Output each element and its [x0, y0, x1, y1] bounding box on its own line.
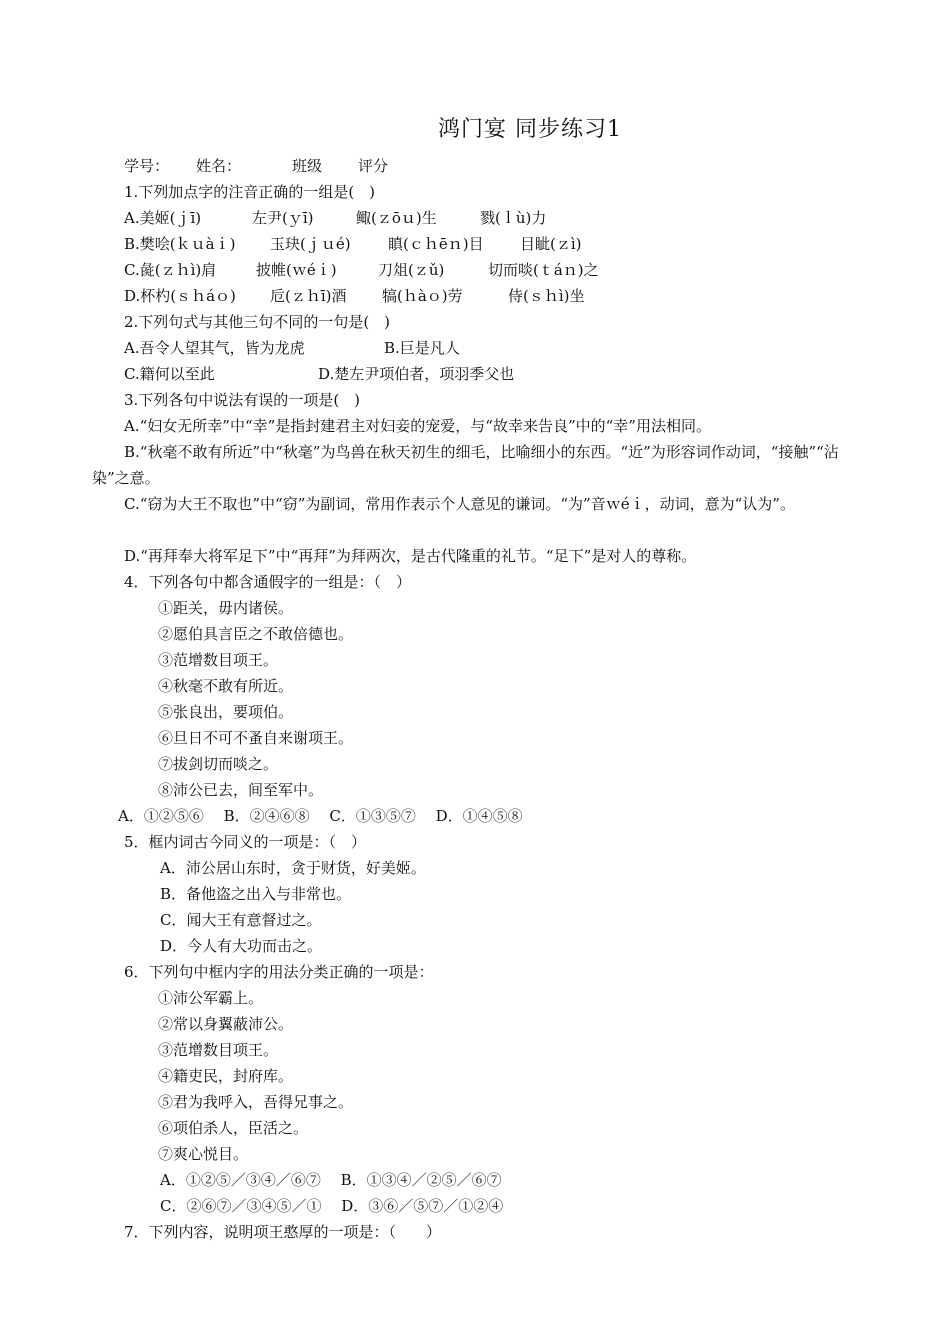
option-b-item-2: 玉玦(ｊｕé) — [270, 235, 351, 253]
option-a-item-4: 戮(ｌù)力 — [480, 209, 547, 227]
question-6-item: ③范增数目项王。 — [158, 1041, 279, 1059]
question-3-stem: 3.下列各句中说法有误的一项是( ) — [124, 391, 361, 409]
question-1-stem: 1.下列加点字的注音正确的一组是( ) — [124, 183, 376, 201]
question-6-item: ⑤君为我呼入，吾得兄事之。 — [158, 1093, 354, 1111]
question-4-options: A．①②⑤⑥ B．②④⑥⑧ C．①③⑤⑦ D．①④⑤⑧ — [118, 807, 523, 825]
question-6-item: ⑥项伯杀人，臣活之。 — [158, 1119, 309, 1137]
option-c-item-3: 刀俎(ｚǔ) — [378, 261, 445, 279]
question-3-option-c: C.“窃为大王不取也”中“窃”为副词，常用作表示个人意见的谦词。“为”音ｗéｉ，动词，意为“认为”。 — [124, 495, 795, 513]
question-4-item: ②愿伯具言臣之不敢倍德也。 — [158, 625, 354, 643]
option-a-item-1: A.美姬(ｊī) — [124, 209, 202, 227]
question-5-option-a: A．沛公居山东时，贪于财货，好美姬。 — [160, 859, 426, 877]
option-d-item-1: D.杯杓(ｓｈáｏ) — [124, 287, 236, 305]
question-6-stem: 6．下列句中框内字的用法分类正确的一项是： — [124, 963, 434, 981]
question-4-item: ⑥旦日不可不蚤自来谢项王。 — [158, 729, 354, 747]
option-b-item-3: 瞋(ｃｈēｎ)目 — [388, 235, 484, 253]
question-2-option-b: B.巨是凡人 — [384, 339, 460, 357]
question-2-option-c: C.籍何以至此 — [124, 365, 215, 383]
question-4-item: ①距关，毋内诸侯。 — [158, 599, 294, 617]
question-4-item: ⑧沛公已去，间至军中。 — [158, 781, 324, 799]
page-title: 鸿门宴 同步练习1 — [438, 117, 622, 142]
option-a-item-3: 鲰(ｚōｕ)生 — [356, 209, 437, 227]
question-3-option-a: A.“妇女无所幸”中“幸”是指封建君主对妇妾的宠爱，与“故幸来告良”中的“幸”用法相同。 — [124, 417, 711, 435]
option-b-item-1: B.樊哙(ｋｕàｉ) — [124, 235, 236, 253]
question-6-item: ①沛公军霸上。 — [158, 989, 264, 1007]
option-c-item-2: 披帷(ｗéｉ) — [256, 261, 337, 279]
option-d-item-2: 卮(ｚｈī)酒 — [270, 287, 347, 305]
question-5-stem: 5．框内词古今同义的一项是：（ ） — [124, 833, 367, 851]
question-4-item: ④秋毫不敢有所近。 — [158, 677, 294, 695]
question-6-item: ⑦爽心悦目。 — [158, 1145, 249, 1163]
question-7-stem: 7．下列内容，说明项王憨厚的一项是：（ ） — [124, 1223, 442, 1241]
question-5-option-b: B．备他盗之出入与非常也。 — [160, 885, 352, 903]
question-3-option-d: D.“再拜奉大将军足下”中“再拜”为拜两次，是古代隆重的礼节。“足下”是对人的尊称。 — [124, 547, 697, 565]
option-b-item-4: 目眦(ｚì) — [520, 235, 582, 253]
question-6-item: ④籍吏民，封府库。 — [158, 1067, 294, 1085]
question-4-item: ⑤张良出，要项伯。 — [158, 703, 294, 721]
question-5-option-c: C．闻大王有意督过之。 — [160, 911, 322, 929]
option-c-item-1: C.彘(ｚｈì)肩 — [124, 261, 217, 279]
class-label: 班级 — [292, 157, 323, 175]
question-4-stem: 4．下列各句中都含通假字的一组是：（ ） — [124, 573, 412, 591]
question-2-option-d: D.楚左尹项伯者，项羽季父也 — [318, 365, 515, 383]
option-d-item-4: 侍(ｓｈì)坐 — [508, 287, 585, 305]
score-label: 评分 — [358, 157, 389, 175]
option-d-item-3: 犒(ｈàｏ)劳 — [382, 287, 463, 305]
option-c-item-4: 切而啖(ｔáｎ)之 — [488, 261, 599, 279]
option-a-item-2: 左尹(ｙī) — [252, 209, 314, 227]
question-2-option-a: A.吾令人望其气，皆为龙虎 — [124, 339, 305, 357]
question-2-stem: 2.下列句式与其他三句不同的一句是( ) — [124, 313, 391, 331]
question-4-item: ③范增数目项王。 — [158, 651, 279, 669]
question-5-option-d: D．今人有大功而击之。 — [160, 937, 323, 955]
student-id-label: 学号： — [124, 157, 170, 175]
question-4-item: ⑦拔剑切而啖之。 — [158, 755, 279, 773]
question-6-options-row-2: C．②⑥⑦／③④⑤／① D．③⑥／⑤⑦／①②④ — [160, 1197, 504, 1215]
question-6-item: ②常以身翼蔽沛公。 — [158, 1015, 294, 1033]
question-3-option-b: B.“秋毫不敢有所近”中“秋毫”为鸟兽在秋天初生的细毛，比喻细小的东西。“近”为形容词作动词，“接触”“沾染”之意。 — [92, 443, 839, 487]
name-label: 姓名： — [196, 157, 242, 175]
question-6-options-row-1: A．①②⑤／③④／⑥⑦ B．①③④／②⑤／⑥⑦ — [160, 1171, 502, 1189]
